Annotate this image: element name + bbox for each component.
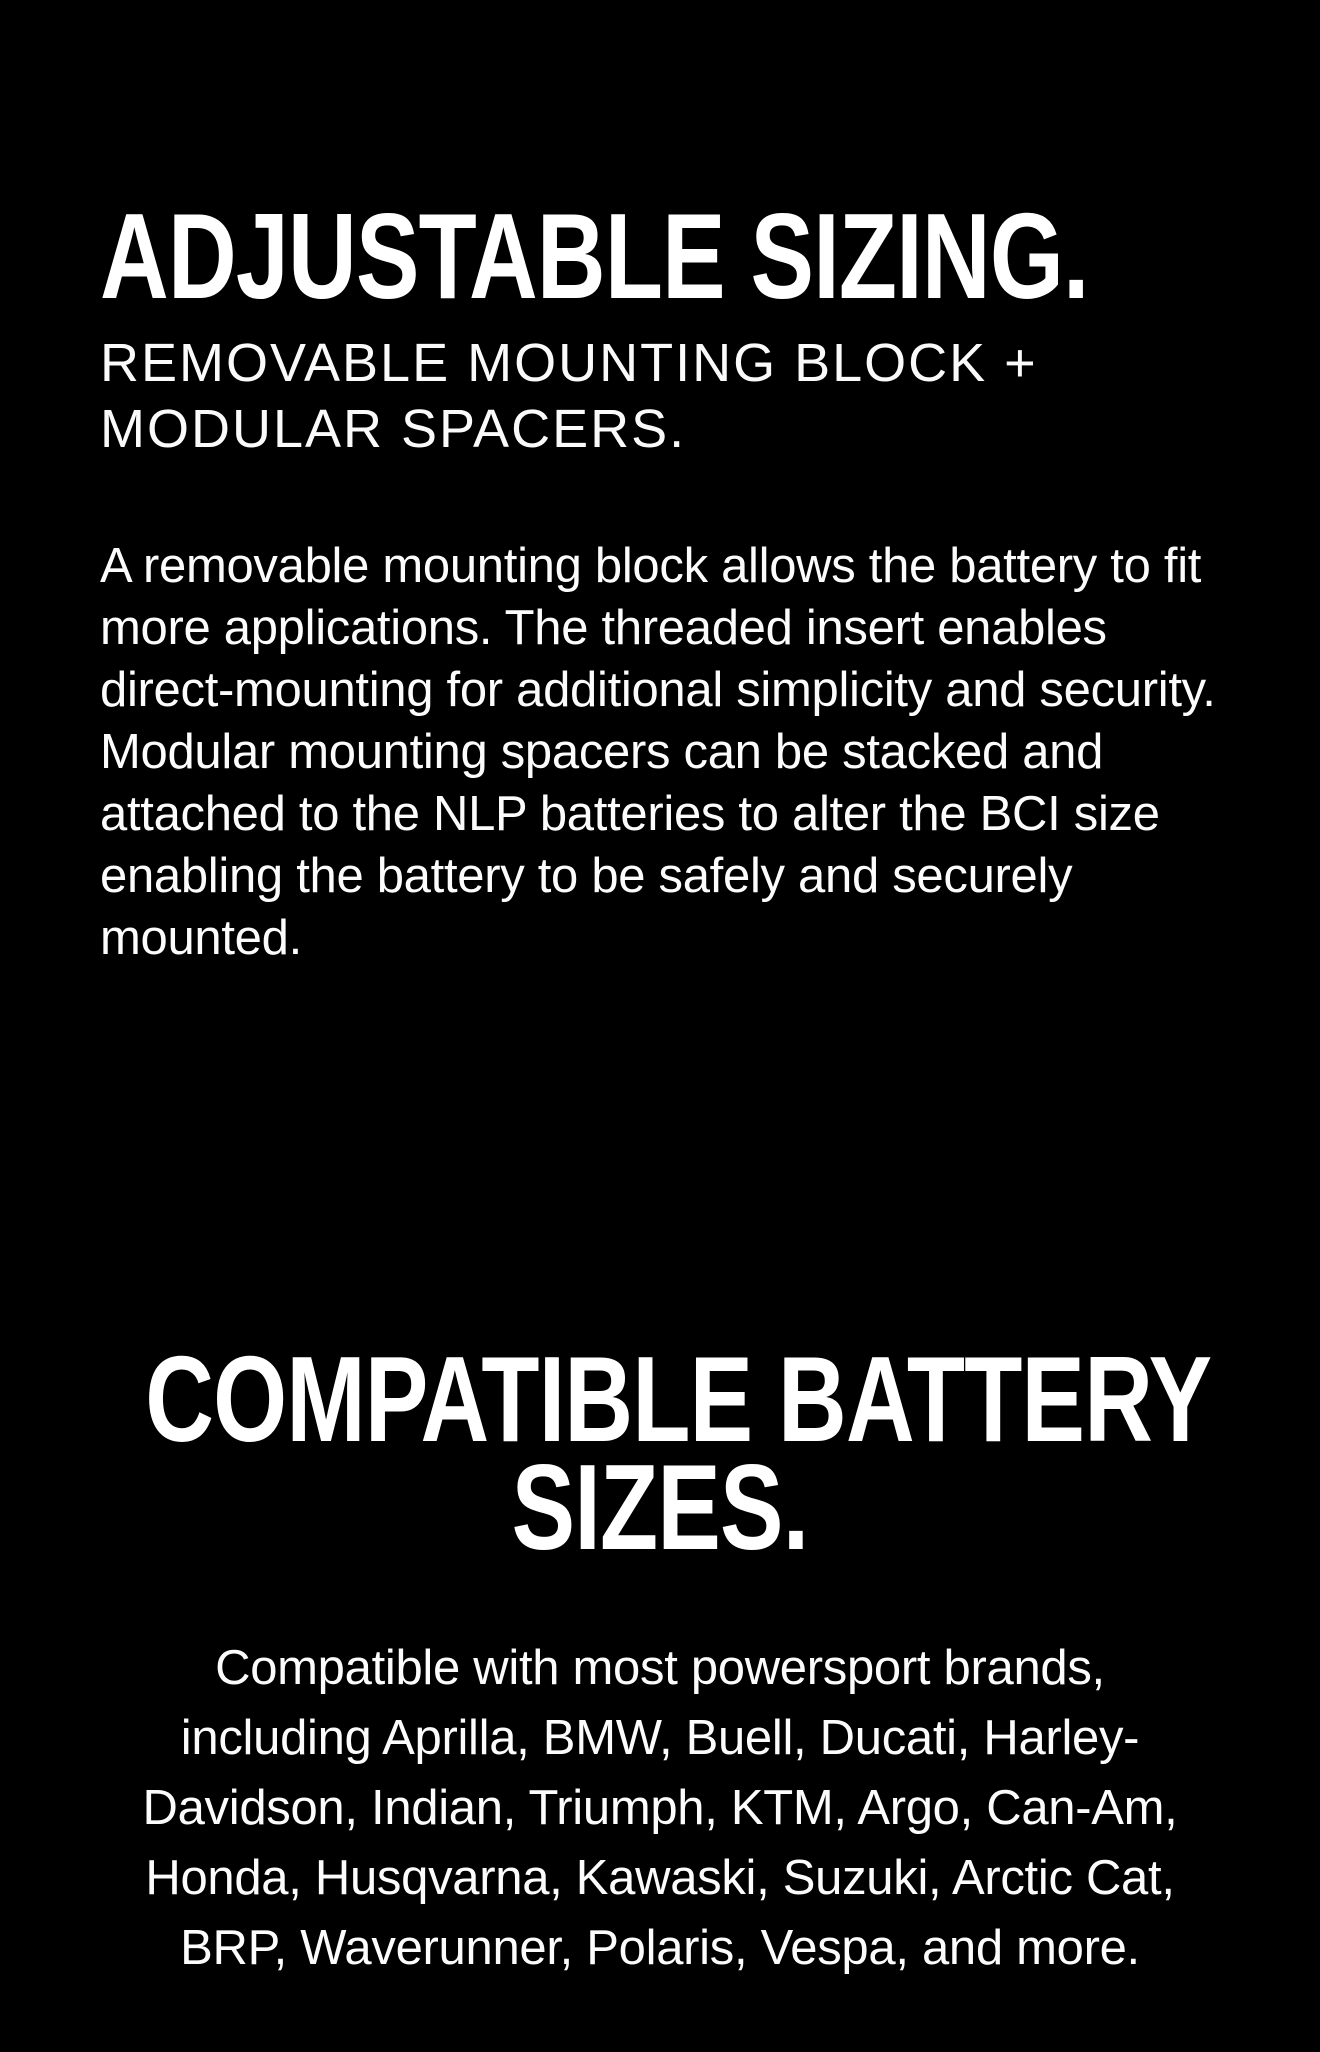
compatible-battery-heading <box>0 1331 1320 1575</box>
adjustable-sizing-subheading <box>100 330 1235 462</box>
compatible-battery-paragraph: Compatible with most powersport brands, including Aprilla, BMW, Buell, Ducati, Harley-Davidson, Indian, Triumph, KTM, Argo, Can-Am, Honda, Husqvarna, Kawaski, Suzuki, Arctic Cat, BRP, Waverunner, Polaris, Vespa, and more. <box>142 1641 1178 1975</box>
adjustable-sizing-paragraph: A removable mounting block allows the battery to fit more applications. The threaded insert enables direct-mounting for additional simplicity and security. Modular mounting spacers can be stacked and attached to the NLP batteries to alter the BCI size enabling the battery to be safely and securely mounted. <box>100 539 1216 965</box>
adjustable-sizing-section <box>0 0 1320 969</box>
compatible-heading-line-1: COMPATIBLE BATTERY <box>145 1331 1212 1467</box>
adjustable-sizing-heading: ADJUSTABLE SIZING. <box>100 188 1089 324</box>
compatible-battery-section <box>0 1331 1320 1983</box>
subheading-line-1: REMOVABLE MOUNTING BLOCK + <box>100 333 1038 393</box>
subheading-line-2: MODULAR SPACERS. <box>100 399 687 459</box>
compatible-heading-line-2: SIZES. <box>511 1439 809 1575</box>
